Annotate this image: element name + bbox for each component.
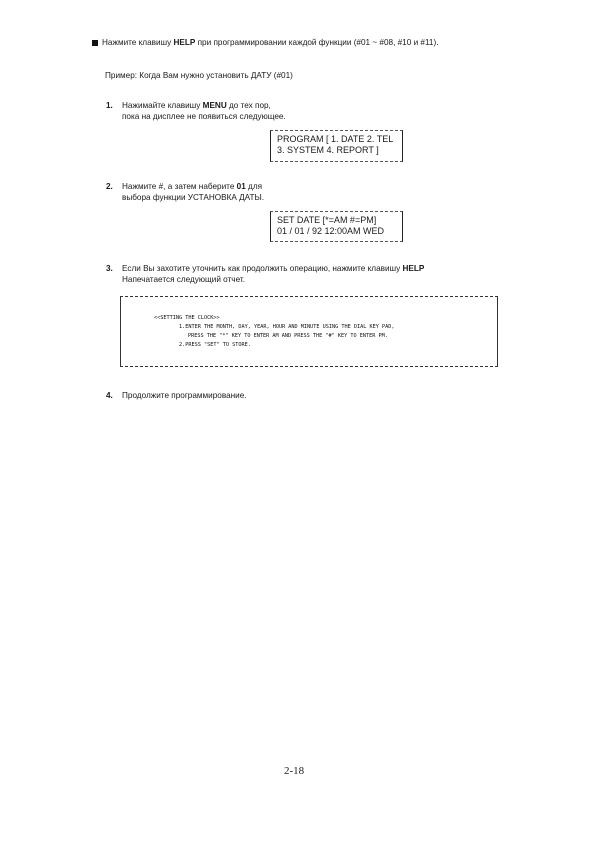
step-1-line2: пока на дисплее не появиться следующее. [122,112,286,121]
intro-key: HELP [173,38,196,47]
step-2-prefix: Нажмите #, а затем наберите [122,182,237,191]
step-1-suffix: до тех пор, [226,101,271,110]
step-1-line1 [122,101,271,111]
step-3-number: 3. [106,264,113,273]
report-line2: PRESS THE "*" KEY TO ENTER AM AND PRESS THE "#" KEY TO ENTER PM. [188,333,388,339]
help-report-printout [120,296,498,367]
report-line3: 2.PRESS "SET" TO STORE. [179,342,251,348]
page-number: 2-18 [284,765,305,777]
lcd-display-set-date [270,211,403,242]
lcd-display-program-menu [270,130,403,162]
step-3-key: HELP [402,264,425,273]
step-2-suffix: для [245,182,263,191]
report-line1: 1.ENTER THE MONTH, DAY, YEAR, HOUR AND MINUTE USING THE DIAL KEY PAD, [179,324,395,330]
step-1-key: MENU [202,101,227,110]
lcd-2-line2: 01 / 01 / 92 12:00AM WED [277,226,385,236]
intro-suffix: при программировании каждой функции (#01 ~ #08, #10 и #11). [195,38,439,47]
lcd-1-line2: 3. SYSTEM 4. REPORT ] [277,145,379,155]
example-line: Пример: Когда Вам нужно установить ДАТУ (#01) [105,71,293,80]
report-title: <<SETTING THE CLOCK>> [154,315,220,321]
step-3-prefix: Если Вы захотите уточнить как продолжить операцию, нажмите клавишу [122,264,403,273]
step-4-number: 4. [106,391,113,400]
lcd-2-line1: SET DATE [*=AM #=PM] [277,215,377,225]
step-2-key: 01 [236,182,246,191]
step-1-number: 1. [106,101,113,110]
step-4-line1: Продолжите программирование. [122,391,247,400]
intro-prefix: Нажмите клавишу [102,38,174,47]
lcd-1-line1: PROGRAM [ 1. DATE 2. TEL [277,134,394,144]
step-2-line1 [122,182,262,192]
step-3-line2: Напечатается следующий отчет. [122,275,245,284]
step-2-number: 2. [106,182,113,191]
intro-line [102,38,438,48]
step-3-line1 [122,264,424,274]
bullet-square-icon [92,40,98,46]
step-2-line2: выбора функции УСТАНОВКА ДАТЫ. [122,193,264,202]
step-1-prefix: Нажимайте клавишу [122,101,203,110]
